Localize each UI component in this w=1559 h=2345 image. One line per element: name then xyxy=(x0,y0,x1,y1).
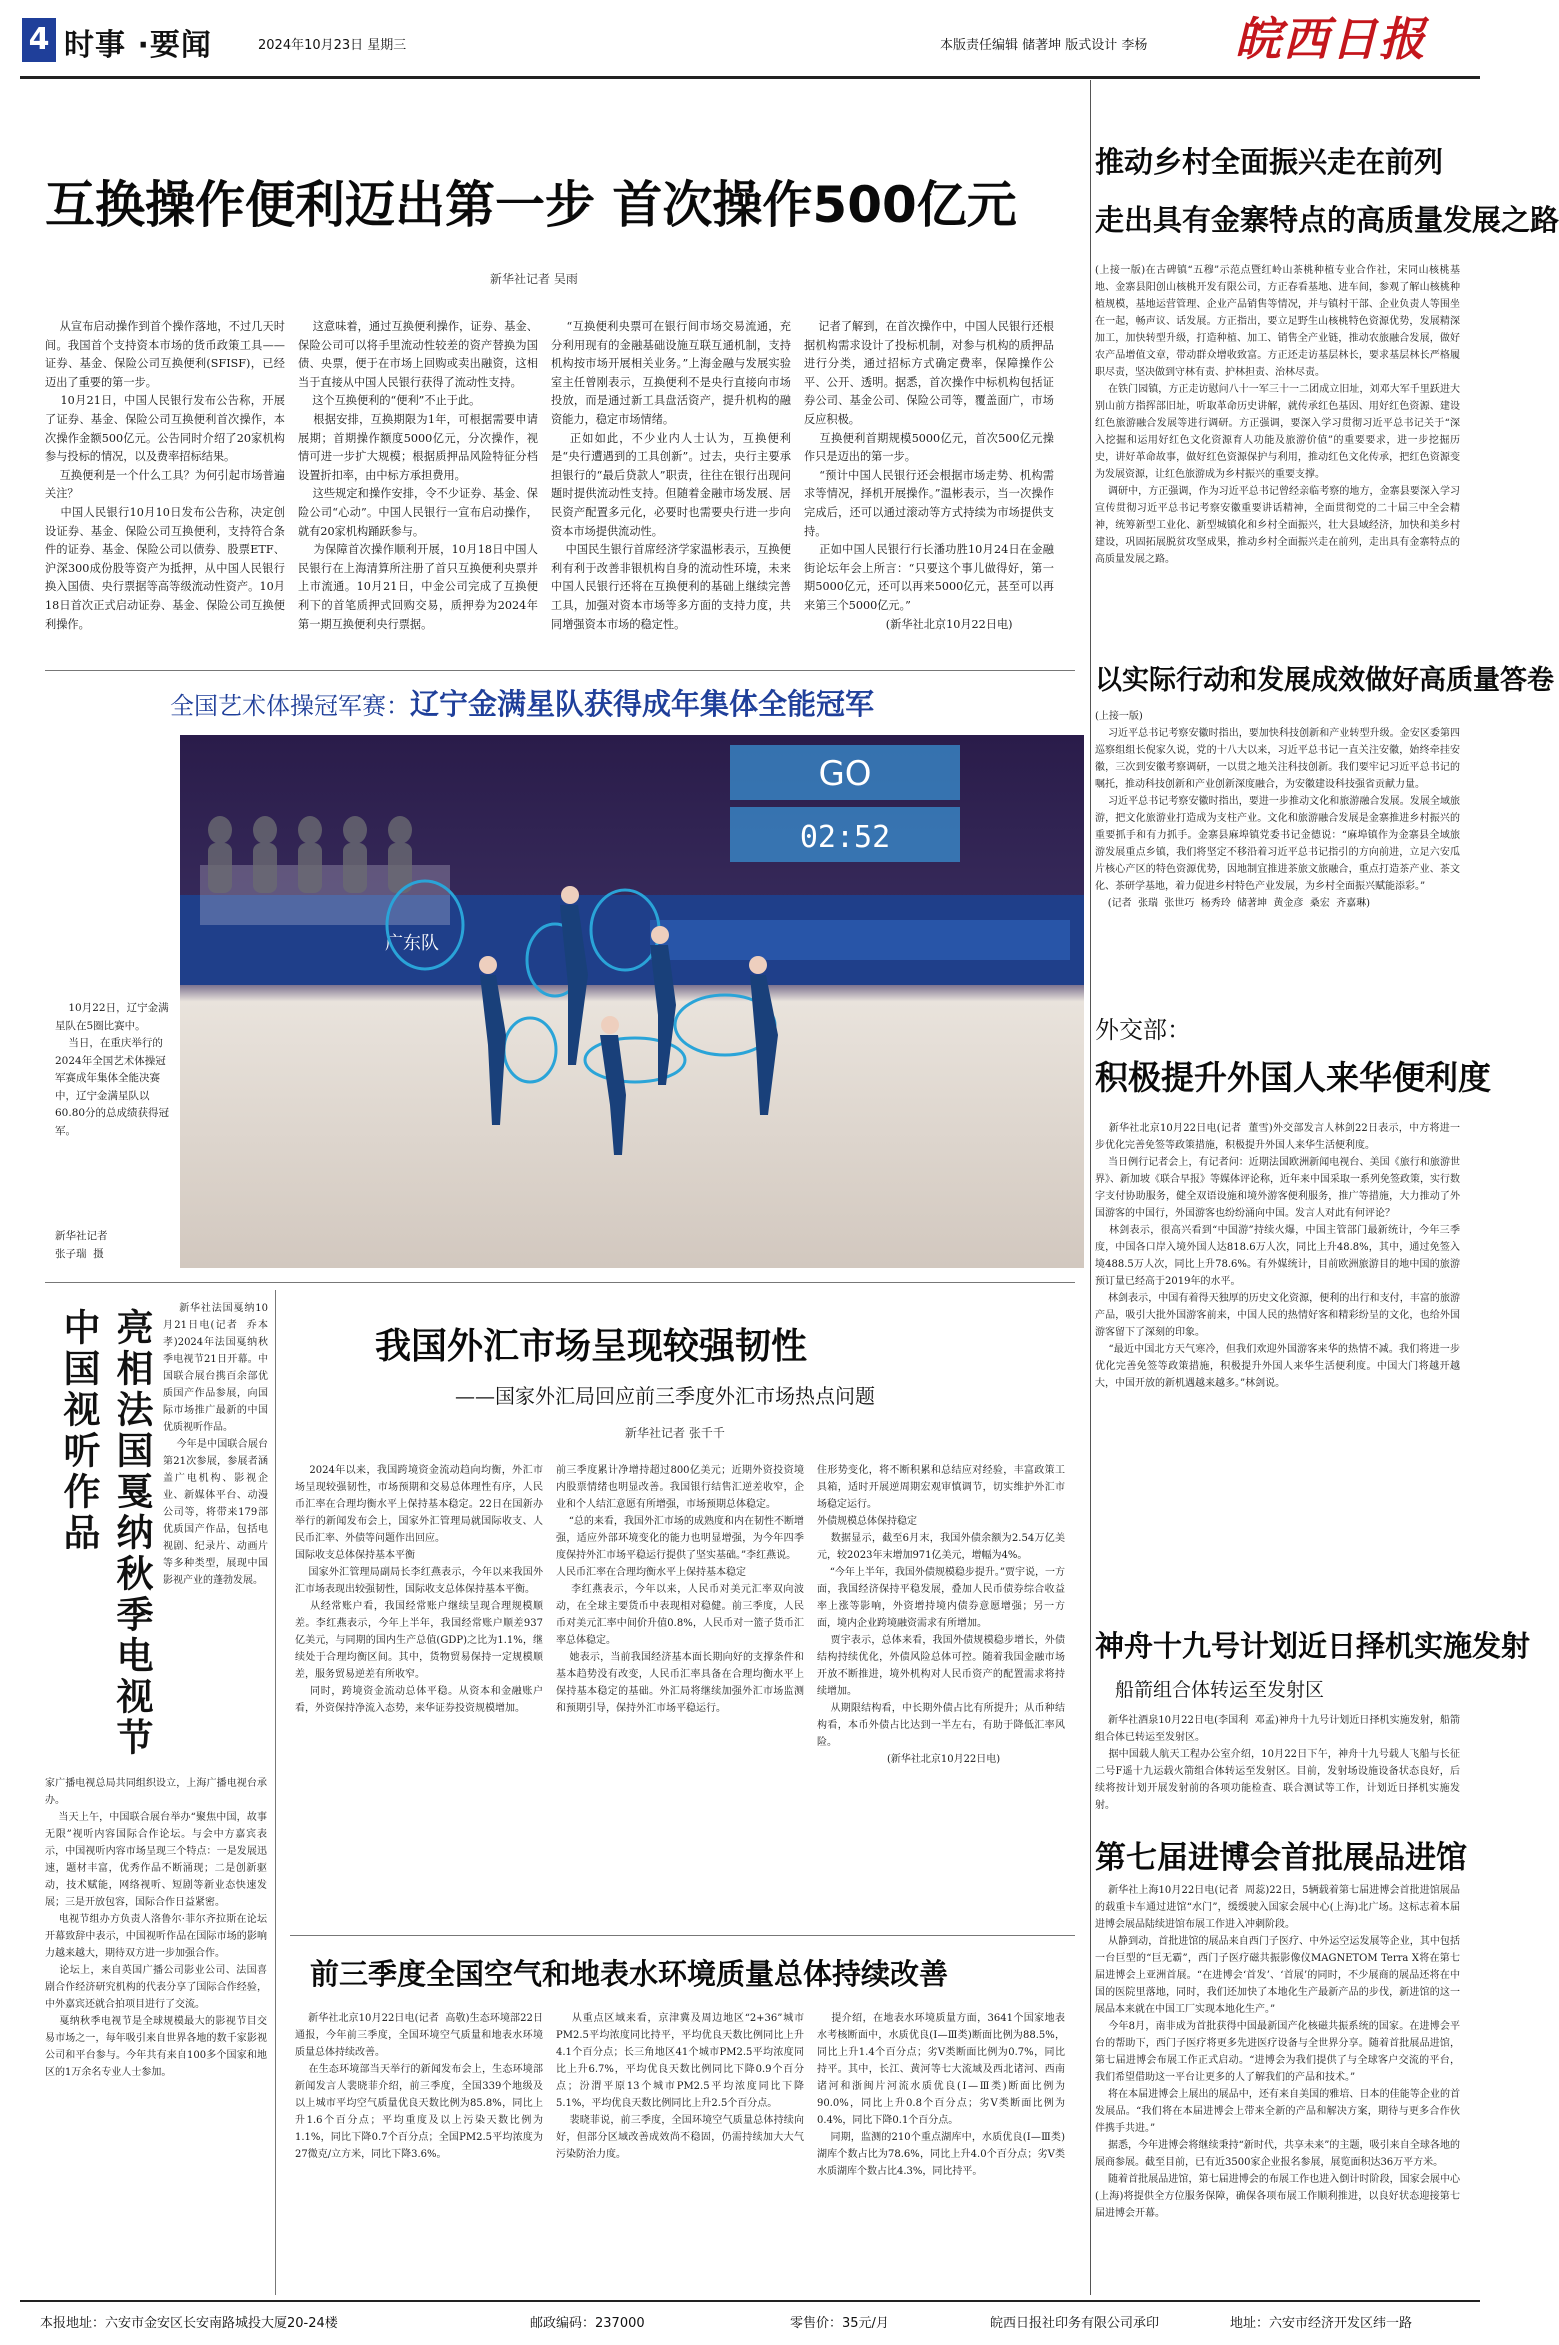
forex-column-1: 2024年以来，我国跨境资金流动趋向均衡，外汇市场呈现较强韧性，市场预期和交易总体理性有序，人民币汇率在合理均衡水平上保持基本稳定。22日在国新办举行的新闻发布会上，国家外汇管理局就国际收支、人民币汇率、外债等问题作出回应。 国际收支总体保持基本平衡 国家外汇管理局副局长李红燕表示，今年以来我国外汇市场表现出较强韧性，国际收支总体保持基本平衡。 从经常账户看，我国经常账户继续呈现合理规模顺差。李红燕表示，今年上半年，我国经常账户顺差937亿美元，与同期的国内生产总值(GDP)之比为1.1%，继续处于合理均衡区间。其中，货物贸易保持一定规模顺差，服务贸易逆差有所收窄。 同时，跨境资金流动总体平稳。从资本和金融账户看，外资保持净流入态势，来华证券投资规模增加。 xyxy=(295,1465,544,1714)
gymnastics-photo xyxy=(180,735,1084,1268)
gym-headline-main: 辽宁金满星队获得成年集体全能冠军 xyxy=(410,687,875,721)
swap-byline: 新华社记者 吴雨 xyxy=(490,272,578,286)
action-headline: 以实际行动和发展成效做好高质量答卷 xyxy=(1095,665,1554,696)
film-intro: 新华社法国戛纳10月21日电(记者 乔本孝)2024年法国戛纳秋季电视节21日开幕。中国联合展台携百余部优质国产作品参展，向国际市场推广最新的中国优质视听作品。 今年是中国联合展台第21次参展，参展者涵盖广电机构、影视企业、新媒体平台、动漫公司等，将带来179部优质国产作品，包括电视剧、纪录片、动画片等多种类型，展现中国影视产业的蓬勃发展。 xyxy=(163,1303,269,1586)
issue-date: 2024年10月23日 星期三 xyxy=(258,38,407,53)
footer xyxy=(20,2306,1480,2336)
air-column-1: 新华社北京10月22日电(记者 高敬)生态环境部22日通报，今年前三季度，全国环境空气质量和地表水环境质量总体持续改善。 在生态环境部当天举行的新闻发布会上，生态环境部新闻发言人裴晓菲介绍，前三季度，全国339个地级及以上城市平均空气质量优良天数比例为85.8%，同比上升1.6个百分点；平均重度及以上污染天数比例为1.1%，同比下降0.7个百分点；全国PM2.5平均浓度为27微克/立方米，同比下降3.6%。 xyxy=(295,2013,543,2160)
film-body: 家广播电视总局共同组织设立，上海广播电视台承办。 当天上午，中国联合展台举办“聚焦中国，故事无限”视听内容国际合作论坛。与会中方嘉宾表示，中国视听内容市场呈现三个特点：一是发展迅速，题材丰富，优秀作品不断涌现；二是创新驱动，技术赋能，网络视听、短剧等新业态快速发展；三是开放包容，国际合作日益紧密。 电视节组办方负责人洛鲁尔·菲尔齐拉斯在论坛开幕致辞中表示，中国视听作品在国际市场的影响力越来越大，期待双方进一步加强合作。 论坛上，来自英国广播公司影业公司、法国喜剧合作经济研究机构的代表分享了国际合作经验，中外嘉宾还就合拍项目进行了交流。 戛纳秋季电视节是全球规模最大的影视节目交易市场之一，每年吸引来自世界各地的数千家影视公司和平台参与。今年共有来自100多个国家和地区的1万余名专业人士参加。 xyxy=(45,1778,268,2078)
footer-price: 零售价：35元/月 xyxy=(790,2316,889,2331)
rural-body: (上接一版)在古碑镇“五穆”示范点暨红岭山茶桃种植专业合作社，宋同山核桃基地、金寨县阳创山核桃开发有限公司，方正春看基地、进车间，参观了解山核桃种植规模，基地运营管理、企业产品销售等情况，并与镇村干部、企业负责人等围坐在一起，畅声议、话发展。方正指出，要立足野生山核桃特色资源优势，发展精深加工，加快转型升级，打造种植、加工、销售全产业链，推动农旅融合发展，做好农产品增值文章，带动群众增收致富。方正还走访基层林长，要求基层林长严格履职尽责，坚决做到守林有责、护林担责、治林尽责。 在铁门园镇，方正走访慰问八十一军三十一二团成立旧址，刘邓大军千里跃进大别山前方指挥部旧址，听取革命历史讲解，就传承红色基因、用好红色资源、建设红色旅游融合发展等进行调研。方正强调，要深入学习贯彻习近平总书记关于“深入挖掘和运用好红色文化资源育人功能及旅游价值”的重要要求，进一步挖掘历史，讲好革命故事，做好红色资源保护与利用，推动红色文化传承，把红色资源变为发展资源，让红色旅游成为乡村振兴的重要支撑。 调研中，方正强调，作为习近平总书记曾经亲临考察的地方，金寨县要深入学习宣传贯彻习近平总书记考察安徽重要讲话精神，全面贯彻党的二十届三中全会精神，统筹新型工业化、新型城镇化和乡村全面振兴，壮大县域经济，加快和美乡村建设，巩固拓展脱贫攻坚成果，推动乡村全面振兴走在前列，走出具有金寨特点的高质量发展之路。 xyxy=(1095,265,1461,565)
scoreboard-time-text: 02:52 xyxy=(799,820,891,855)
page-number: 4 xyxy=(22,18,56,62)
section-title: 时事 ·要闻 xyxy=(64,28,212,63)
film-vertical-title-2: 亮相法国戛纳秋季电视节 xyxy=(110,1308,153,1759)
mfa-body: 新华社北京10月22日电(记者 董雪)外交部发言人林剑22日表示，中方将进一步优化完善免签等政策措施，积极提升外国人来华生活便利度。 当日例行记者会上，有记者问：近期法国欧洲新闻电视台、美国《旅行和旅游世界》、新加坡《联合早报》等媒体评论称，近年来中国采取一系列免签政策，实行数字支付协助服务，健全双语设施和境外游客便利服务，推广等措施，大力推动了外国游客的中国行，外国游客也纷纷涌向中国。发言人对此有何评论？ 林剑表示，很高兴看到“中国游”持续火爆，中国主管部门最新统计，今年三季度，中国各口岸入境外国人达818.6万人次，同比上升48.8%，其中，通过免签入境488.5万人次，同比上升78.6%。有外媒统计，目前欧洲旅游目的地中国的旅游预订量已经高于2019年的水平。 林剑表示，中国有着得天独厚的历史文化资源，便利的出行和支付，丰富的旅游产品，吸引大批外国游客前来，中国人民的热情好客和精彩纷呈的文化，也给外国游客留下了深刻的印象。 “最近中国北方天气寒冷，但我们欢迎外国游客来华的热情不减。我们将进一步优化完善免签等政策措施，积极提升外国人来华生活便利度。中国大门将越开越大，中国开放的新机遇越来越多。”林剑说。 xyxy=(1095,1123,1461,1389)
forex-column-2: 前三季度累计净增持超过800亿美元；近期外资投资境内股票情绪也明显改善。我国银行结售汇逆差收窄，企业和个人结汇意愿有所增强，市场预期总体稳定。 “总的来看，我国外汇市场的成熟度和内在韧性不断增强，适应外部环境变化的能力也明显增强，为今年四季度保持外汇市场平稳运行提供了坚实基础。”李红燕说。 人民币汇率在合理均衡水平上保持基本稳定 李红燕表示，今年以来，人民币对美元汇率双向波动，在全球主要货币中表现相对稳健。前三季度，人民币对美元汇率中间价升值0.8%，人民币对一篮子货币汇率总体稳定。 她表示，当前我国经济基本面长期向好的支撑条件和基本趋势没有改变，人民币汇率具备在合理均衡水平上保持基本稳定的基础。外汇局将继续加强外汇市场监测和预期引导，保持外汇市场平稳运行。 xyxy=(556,1465,805,1714)
photo-feature-bottom-rule xyxy=(45,1282,1075,1283)
film-divider xyxy=(275,1290,276,2295)
rural-headline-2: 走出具有金寨特点的高质量发展之路 xyxy=(1095,203,1559,237)
swap-column-4: 记者了解到，在首次操作中，中国人民银行还根据机构需求设计了投标机制，对参与机构的质押品进行分类，通过招标方式确定费率，保障操作公平、公开、透明。据悉，首次操作中标机构包括证券公司、基金公司、保险公司等，覆盖面广，市场反应积极。 互换便利首期规模5000亿元，首次500亿元操作只是迈出的第一步。 “预计中国人民银行还会根据市场走势、机构需求等情况，择机开展操作。”温彬表示，当一次操作完成后，还可以通过滚动等方式持续为市场提供支持。 正如中国人民银行行长潘功胜10月24日在金融街论坛年会上所言：“只要这个事儿做得好，第一期5000亿元，还可以再来5000亿元，甚至可以再来第三个5000亿元。” (新华社北京10月22日电) xyxy=(804,320,1054,631)
gym-headline xyxy=(170,682,874,723)
action-body: (上接一版) 习近平总书记考察安徽时指出，要加快科技创新和产业转型升级。金安区委第四巡察组组长倪家久说，党的十八大以来，习近平总书记一直关注安徽，始终牵挂安徽，三次到安徽考察调研，一以贯之地关注科技创新。我们要牢记习近平总书记的嘱托，推动科技创新和产业创新深度融合，为安徽建设科技强省贡献力量。 习近平总书记考察安徽时指出，要进一步推动文化和旅游融合发展。发展全域旅游，把文化旅游业打造成为支柱产业。文化和旅游融合发展是金寨推进乡村振兴的重要抓手和有力抓手。金寨县麻埠镇党委书记金德说：“麻埠镇作为金寨县全域旅游发展重点乡镇，我们将坚定不移沿着习近平总书记指引的方向前进，立足六安瓜片核心产区的特色资源优势，因地制宜推进茶旅文旅融合，重点打造茶产业、茶文化、茶研学基地，着力促进乡村特色产业发展，为乡村全面振兴赋能添彩。” (记者 张瑞 张世巧 杨秀玲 储著坤 黄金彦 桑宏 齐嘉琳) xyxy=(1095,711,1461,909)
air-headline: 前三季度全国空气和地表水环境质量总体持续改善 xyxy=(310,1957,949,1991)
team-banner-text: 广东队 xyxy=(385,933,439,954)
footer-printer: 皖西日报社印务有限公司承印 xyxy=(990,2316,1160,2331)
shenzhou-subtitle: 船箭组合体转运至发射区 xyxy=(1115,1679,1325,1701)
photo-feature-top-rule xyxy=(45,670,1075,671)
gym-caption: 10月22日，辽宁金满星队在5圈比赛中。 当日，在重庆举行的2024年全国艺术体操冠军赛成年集体全能决赛中，辽宁金满星队以60.80分的总成绩获得冠军。 xyxy=(55,1002,170,1137)
forex-headline: 我国外汇市场呈现较强韧性 xyxy=(375,1326,808,1367)
ciie-body: 新华社上海10月22日电(记者 周蕊)22日，5辆载着第七届进博会首批进馆展品的载重卡车通过进馆“水门”，缓缓驶入国家会展中心(上海)北广场。这标志着本届进博会展品陆续进馆布展工作进入冲刺阶段。 从静到动，首批进馆的展品来自西门子医疗、中外运空运发展等企业，其中包括一台巨型的“巨无霸”，西门子医疗磁共振影像仪MAGNETOM Terra X将在第七届进博会上亚洲首展。“在进博会‘首发’、‘首展’的同时，不少展商的展品还将在中国的医院里落地，同时，我们还加快了本地化生产最新产品的步伐，新进馆的这一展品本来就在中国工厂实现本地化生产。” 今年8月，南非成为首批获得中国最新国产化核磁共振系统的国家。在进博会平台的帮助下，西门子医疗将更多先进医疗设备与全世界分享。随着首批展品进馆，第七届进博会布展工作正式启动。“进博会为我们提供了与全球客户交流的平台，我们希望借助这一平台让更多的人了解我们的产品和技术。” 将在本届进博会上展出的展品中，还有来自美国的雅培、日本的佳能等企业的首发展品。“我们将在本届进博会上带来全新的产品和解决方案，期待与更多合作伙伴携手共进。” 据悉，今年进博会将继续秉持“新时代，共享未来”的主题，吸引来自全球各地的展商参展。截至目前，已有近3500家企业报名参展，展览面积达36万平方米。 随着首批展品进馆，第七届进博会的布展工作也进入倒计时阶段，国家会展中心(上海)将提供全方位服务保障，确保各项布展工作顺利推进，以良好状态迎接第七届进博会开幕。 xyxy=(1095,1885,1461,2219)
forex-subtitle: ——国家外汇局回应前三季度外汇市场热点问题 xyxy=(455,1384,875,1408)
air-column-3: 提介绍，在地表水环境质量方面，3641个国家地表水考核断面中，水质优良(Ⅰ—Ⅲ类)断面比例为88.5%，同比上升1.4个百分点；劣Ⅴ类断面比例为0.7%，同比持平。其中，长江、黄河等七大流域及西北诸河、西南诸河和浙闽片河流水质优良(Ⅰ—Ⅲ类)断面比例为90.0%，同比上升0.8个百分点；劣Ⅴ类断面比例为0.4%，同比下降0.1个百分点。 同期，监测的210个重点湖库中，水质优良(Ⅰ—Ⅲ类)湖库个数占比为78.6%，同比上升4.0个百分点；劣Ⅴ类水质湖库个数占比4.3%，同比持平。 xyxy=(817,2013,1066,2177)
gymnastics-photo-illustration xyxy=(180,735,1084,1268)
footer-address: 本报地址：六安市金安区长安南路城投大厦20-24楼 xyxy=(40,2316,338,2331)
newspaper-logo: 皖西日报 xyxy=(1235,12,1427,66)
air-top-rule xyxy=(290,1935,1075,1936)
swap-column-3: “互换便利央票可在银行间市场交易流通，充分利用现有的金融基础设施互联互通机制，支持机构按市场开展相关业务。”上海金融与发展实验室主任曾刚表示，互换便利不是央行直接向市场投放，而是通过新工具盘活资产，提升机构的融资能力，稳定市场情绪。 正如如此，不少业内人士认为，互换便利是“央行遭遇到的工具创新”。过去，央行主要承担银行的“最后贷款人”职责，往往在银行出现问题时提供流动性支持。但随着金融市场发展、居民资产配置多元化，必要时也需要央行进一步向资本市场提供流动性。 中国民生银行首席经济学家温彬表示，互换便利有利于改善非银机构自身的流动性环境，未来中国人民银行还将在互换便利的基础上继续完善工具，加强对资本市场等多方面的支持力度，共同增强资本市场的稳定性。 xyxy=(551,320,791,631)
shenzhou-headline: 神舟十九号计划近日择机实施发射 xyxy=(1095,1629,1531,1663)
rural-headline-1: 推动乡村全面振兴走在前列 xyxy=(1095,145,1444,179)
swap-column-1: 从宣布启动操作到首个操作落地，不过几天时间。我国首个支持资本市场的货币政策工具——证券、基金、保险公司互换便利(SFISF)，已经迈出了重要的第一步。 10月21日，中国人民银行发布公告称，开展了证券、基金、保险公司互换便利首次操作，本次操作金额500亿元。公告同时介绍了20家机构参与投标的情况，以及费率招标结果。 互换便利是一个什么工具？为何引起市场普遍关注？ 中国人民银行10月10日发布公告称，决定创设证券、基金、保险公司互换便利，支持符合条件的证券、基金、保险公司以债券、股票ETF、沪深300成份股等资产为抵押，从中国人民银行换入国债、央行票据等高等级流动性资产。10月18日首次正式启动证券、基金、保险公司互换便利操作。 xyxy=(45,320,285,631)
footer-postcode: 邮政编码：237000 xyxy=(530,2316,645,2331)
mfa-kicker: 外交部： xyxy=(1095,1016,1191,1044)
mfa-headline: 积极提升外国人来华便利度 xyxy=(1095,1058,1491,1097)
air-column-2: 从重点区域来看，京津冀及周边地区“2+36”城市PM2.5平均浓度同比持平，平均优良天数比例同比上升4.1个百分点；长三角地区41个城市PM2.5平均浓度同比上升6.7%，平均优良天数比例同比下降0.9个百分点；汾渭平原13个城市PM2.5平均浓度同比下降5.1%，平均优良天数比例同比上升2.5个百分点。 裴晓菲说，前三季度，全国环境空气质量总体持续向好，但部分区域改善成效尚不稳固，仍需持续加大大气污染防治力度。 xyxy=(556,2013,804,2160)
film-vertical-title-1: 中国视听作品 xyxy=(57,1308,100,1554)
gym-headline-prefix: 全国艺术体操冠军赛： xyxy=(170,692,410,720)
gym-photo-credit: 新华社记者 张子瑞 摄 xyxy=(55,1230,108,1260)
header-rule xyxy=(20,76,1480,79)
ciie-headline: 第七届进博会首批展品进馆 xyxy=(1095,1840,1467,1876)
forex-column-3: 住形势变化，将不断积累和总结应对经验，丰富政策工具箱，适时开展逆周期宏观审慎调节，切实维护外汇市场稳定运行。 外债规模总体保持稳定 数据显示，截至6月末，我国外债余额为2.54万亿美元，较2023年末增加971亿美元，增幅为4%。 “今年上半年，我国外债规模稳步提升。”贾宇说，一方面，我国经济保持平稳发展，叠加人民币债券综合收益率上涨等影响，外资增持境内债券意愿增强；另一方面，境内企业跨境融资需求有所增加。 贾宇表示，总体来看，我国外债规模稳步增长，外债结构持续优化，外债风险总体可控。随着我国金融市场开放不断推进，境外机构对人民币资产的配置需求将持续增加。 从期限结构看，中长期外债占比有所提升；从币种结构看，本币外债占比达到一半左右，有助于降低汇率风险。 (新华社北京10月22日电) xyxy=(817,1465,1065,1765)
footer-printer-address: 地址：六安市经济开发区纬一路 xyxy=(1230,2316,1413,2331)
right-column-divider xyxy=(1090,80,1091,2295)
editor-credits: 本版责任编辑 储著坤 版式设计 李杨 xyxy=(940,38,1148,53)
footer-rule xyxy=(20,2300,1480,2302)
forex-byline: 新华社记者 张千千 xyxy=(625,1426,725,1440)
scoreboard-go-text: GO xyxy=(818,754,872,794)
shenzhou-body: 新华社酒泉10月22日电(李国利 邓孟)神舟十九号计划近日择机实施发射，船箭组合体已转运至发射区。 据中国载人航天工程办公室介绍，10月22日下午，神舟十九号载人飞船与长征二号F遥十九运载火箭组合体转运至发射区。目前，发射场设施设备状态良好，后续将按计划开展发射前的各项功能检查、联合测试等工作，计划近日择机实施发射。 xyxy=(1095,1715,1460,1811)
swap-headline: 互换操作便利迈出第一步 首次操作500亿元 xyxy=(45,176,1017,234)
swap-column-2: 这意味着，通过互换便利操作，证券、基金、保险公司可以将手里流动性较差的资产替换为国债、央票，便于在市场上回购或卖出融资，这相当于直接从中国人民银行获得了流动性支持。 这个互换便利的“便利”不止于此。 根据安排，互换期限为1年，可根据需要申请展期；首期操作额度5000亿元，分次操作，视情可进一步扩大规模；根据质押品风险特征分档设置折扣率，由中标方承担费用。 这些规定和操作安排，令不少证券、基金、保险公司“心动”。中国人民银行一宣布启动操作，就有20家机构踊跃参与。 为保障首次操作顺利开展，10月18日中国人民银行在上海清算所注册了首只互换便利央票并上市流通。10月21日，中金公司完成了互换便利下的首笔质押式回购交易，质押券为2024年第一期互换便利央行票据。 xyxy=(298,320,538,631)
